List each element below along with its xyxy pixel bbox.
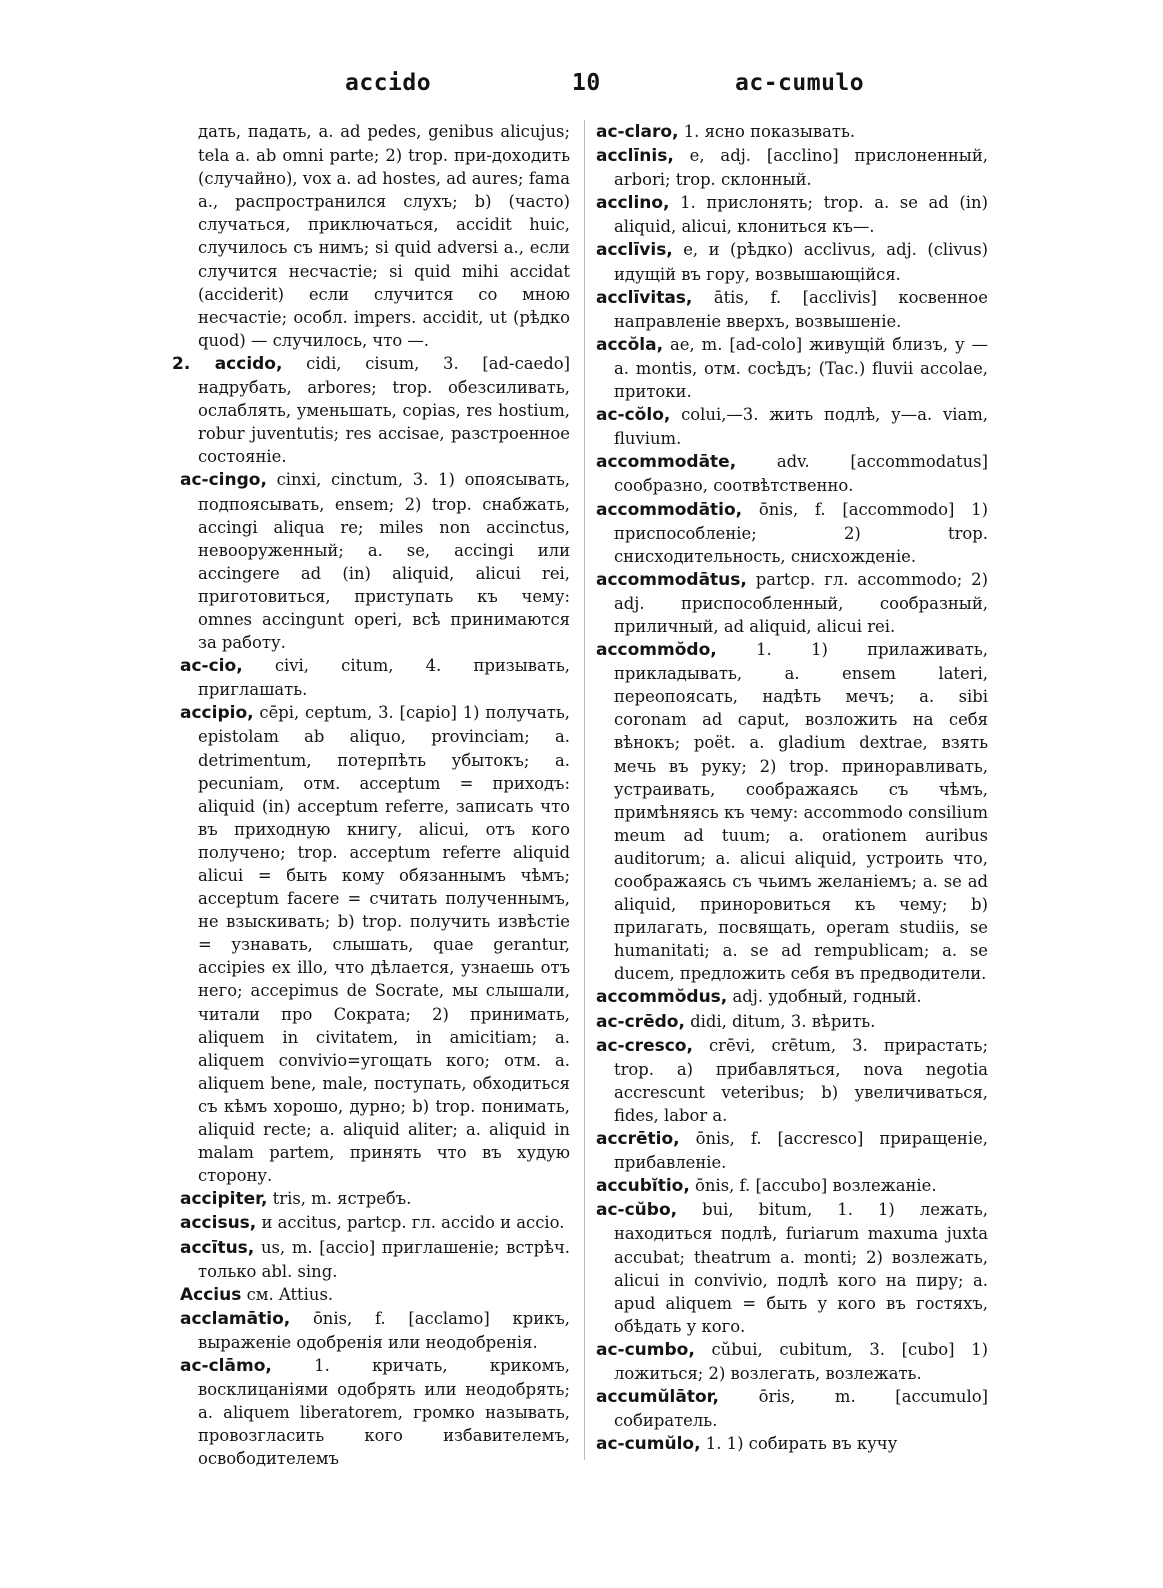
dictionary-entry	[596, 120, 988, 144]
entry-text: 1. 1) прилаживать, прикладывать, a. ensem lateri, переопоясать, надѣть мечъ; a. sibi coronam ad caput, возложить на себя вѣнокъ; poët. a. gladium dextrae, взять мечь въ руку; 2) trop. приноравливать, устраивать, соображаясь съ чѣмъ, примѣняясь къ чему: accommodo consilium meum ad tuum; a. orationem auribus auditorum; a. alicui aliquid, устроить что, соображаясь съ чьимъ желаніемъ; a. se ad aliquid, приноровиться къ чему; b) прилагать, посвящать, operam studiis, se humanitati; a. se ad rempublicam; a. se ducem, предложить себя въ предводители.	[614, 640, 988, 984]
entry-headword: ac-cresco,	[596, 1035, 693, 1056]
right-running-head: ac-cumulo	[735, 70, 865, 96]
dictionary-entry	[596, 191, 988, 238]
entry-headword: accumŭlātor,	[596, 1387, 719, 1408]
entry-text: cēpi, ceptum, 3. [capio] 1) получать, epistolam ab aliquo, provinciam; a. detrimentum, потерпѣть убытокъ; a. pecuniam, отм. acceptum = приходъ: aliquid (in) acceptum referre, записать что въ приходную книгу, alicui, отъ кого получено; trop. acceptum referre aliquid alicui = быть кому обязаннымъ чѣмъ; acceptum facere = считать полученнымъ, не взыскивать; b) trop. получить извѣстіе = узнавать, слышать, quae gerantur, accipies ex illo, что дѣлается, узнаешь отъ него; accepimus de Socrate, мы слышали, читали про Сократа; 2) принимать, aliquem in civitatem, in amicitiam; a. aliquem convivio=угощать кого; отм. a. aliquem bene, male, поступать, обходиться съ кѣмъ хорошо, дурно; b) trop. понимать, aliquid recte; a. aliquid aliter; a. aliquid in malam partem, принять что въ худую сторону.	[198, 703, 570, 1186]
dictionary-entry	[596, 1432, 988, 1456]
entry-headword: ac-crēdo,	[596, 1011, 685, 1032]
entry-text: 1. кричать, крикомъ, восклицаніями одобрять или неодобрять; a. aliquem liberatorem, громко называть, провозгласить кого избавителемъ, освободителемъ	[198, 1355, 570, 1469]
entry-headword: accipiter,	[180, 1189, 268, 1210]
dictionary-entry	[596, 1034, 988, 1127]
entry-headword: acclīnis,	[596, 146, 674, 167]
entry-headword: acclīvitas,	[596, 287, 693, 308]
entry-text: ae, m. [ad-colo] живущій близъ, у — a. montis, отм. сосѣдъ; (Tac.) fluvii accolae, притоки.	[614, 334, 988, 402]
entry-text: didi, ditum, 3. вѣрить.	[690, 1011, 876, 1031]
entry-headword: ac-claro,	[596, 122, 679, 142]
entry-text: см. Attius.	[246, 1284, 334, 1304]
entry-headword: acclino,	[596, 193, 670, 214]
dictionary-entry	[596, 238, 988, 285]
entry-text: cŭbui, cubitum, 3. [cubo] 1) ложиться; 2) возлегать, возлежать.	[614, 1339, 988, 1383]
entry-text: bui, bitum, 1. 1) лежать, находиться подлѣ, furiarum maxuma juxta accubat; theatrum a. monti; 2) возлежать, alicui in convivio, подлѣ кого на пиру; a. apud aliquem = быть у кого въ гостяхъ, обѣдать у кого.	[614, 1200, 988, 1336]
entry-text: crēvi, crētum, 3. прирастать; trop. a) прибавляться, nova negotia accrescunt veteribus; b) увеличиваться, fides, labor a.	[614, 1035, 988, 1125]
dictionary-entry	[180, 1283, 570, 1307]
entry-text: 1. 1) собирать въ кучу	[705, 1434, 898, 1454]
dictionary-entry	[180, 120, 570, 352]
entry-headword: accrētio,	[596, 1129, 680, 1150]
entry-headword: ac-cumŭlo,	[596, 1434, 701, 1455]
left-column	[172, 120, 570, 1470]
left-running-head: accido	[345, 70, 432, 96]
dictionary-entry	[596, 1127, 988, 1174]
entry-headword: accommodātus,	[596, 569, 747, 590]
dictionary-entry	[596, 333, 988, 403]
entry-text: e, adj. [acclino] прислоненный, arbori; trop. склонный.	[614, 146, 988, 190]
right-column	[596, 120, 988, 1456]
dictionary-entry	[180, 654, 570, 701]
entry-text: ōnis, f. [accubo] возлежаніе.	[695, 1176, 937, 1196]
dictionary-entry	[180, 1187, 570, 1211]
entry-headword: accītus,	[180, 1237, 255, 1258]
dictionary-entry	[596, 450, 988, 497]
dictionary-entry	[596, 403, 988, 450]
entry-text: ōris, m. [accumulo] собиратель.	[614, 1387, 988, 1431]
entry-text: adv. [accommodatus] сообразно, соотвѣтственно.	[614, 452, 988, 496]
entry-headword: 2. accido,	[172, 353, 283, 374]
entry-text: ātis, f. [acclivis] косвенное направленіе вверхъ, возвышеніе.	[614, 287, 988, 331]
entry-headword: ac-cŏlo,	[596, 405, 671, 426]
entry-headword: accommodāte,	[596, 452, 737, 473]
entry-headword: accisus,	[180, 1213, 257, 1234]
entry-text: и accitus, partcp. гл. accido и accio.	[261, 1213, 565, 1233]
dictionary-entry	[180, 1211, 570, 1235]
page-number: 10	[572, 70, 601, 96]
entry-text: ōnis, f. [acclamo] крикъ, выраженіе одобренія или неодобренія.	[198, 1308, 570, 1352]
entry-text: e, и (рѣдко) acclivus, adj. (clivus) идущій въ гору, возвышающійся.	[614, 240, 989, 284]
dictionary-entry	[596, 1385, 988, 1432]
entry-text: ōnis, f. [accommodo] 1) приспособленіе; 2) trop. снисходительность, снисхожденіе.	[614, 499, 988, 566]
page-header	[0, 70, 1163, 110]
entry-text: civi, citum, 4. призывать, приглашать.	[198, 656, 570, 700]
entry-text: colui,—3. жить подлѣ, у—a. viam, fluvium.	[614, 405, 988, 449]
entry-headword: Accius	[180, 1284, 242, 1305]
entry-text: дать, падать, a. ad pedes, genibus alicujus; tela a. ab omni parte; 2) trop. при-доходить (случайно), vox a. ad hostes, ad aures; fama a., распространился слухъ; b) (часто) случаться, приключаться, accidit huic, случилось съ нимъ; si quid adversi a., если случится несчастіе; si quid mihi accidat (acciderit) если случится со мною несчастіе; особл. impers. accidit, ut (рѣдко quod) — случилось, что —.	[198, 122, 570, 350]
dictionary-entry	[180, 1354, 570, 1470]
entry-headword: ac-cio,	[180, 656, 243, 677]
dictionary-entry	[596, 1198, 988, 1338]
dictionary-entry	[596, 568, 988, 638]
entry-text: tris, m. ястребъ.	[272, 1189, 412, 1209]
column-divider	[584, 120, 585, 1460]
entry-headword: accipio,	[180, 703, 254, 724]
entry-headword: accommodātio,	[596, 499, 743, 520]
entry-text: adj. удобный, годный.	[732, 987, 922, 1007]
entry-text: us, m. [accio] приглашеніе; встрѣч. только abl. sing.	[198, 1237, 570, 1281]
entry-text: partcp. гл. accommodo; 2) adj. приспособленный, сообразный, приличный, ad aliquid, alicui rei.	[614, 569, 988, 636]
entry-headword: accubĭtio,	[596, 1176, 690, 1197]
dictionary-entry	[172, 352, 570, 468]
entry-text: cinxi, cinctum, 3. 1) опоясывать, подпоясывать, ensem; 2) trop. снабжать, accingi aliqua re; miles non accinctus, невооруженный; a. se, accingi или accingere ad (in) aliquid, alicui rei, приготовиться, приступать къ чему: omnes accingunt operi, всѣ принимаются за работу.	[198, 470, 570, 653]
entry-text: ōnis, f. [accresco] приращеніе, прибавленіе.	[614, 1129, 988, 1173]
dictionary-entry	[180, 468, 570, 654]
dictionary-entry	[596, 1010, 988, 1034]
entry-headword: accommŏdo,	[596, 640, 717, 661]
dictionary-entry	[180, 1236, 570, 1283]
entry-headword: acclamātio,	[180, 1308, 291, 1329]
entry-text: cidi, cisum, 3. [ad-caedo] надрубать, arbores; trop. обезсиливать, ослаблять, уменьшать, copias, res hostium, robur juventutis; res accisae, разстроенное состояніе.	[198, 353, 570, 467]
entry-headword: acclīvis,	[596, 240, 673, 261]
dictionary-entry	[180, 701, 570, 1187]
entry-text: 1. ясно показывать.	[683, 122, 856, 141]
entry-text: 1. прислонять; trop. a. se ad (in) aliquid, alicui, клониться къ—.	[614, 193, 988, 237]
entry-headword: accommŏdus,	[596, 987, 728, 1008]
dictionary-entry	[596, 498, 988, 568]
entry-headword: ac-cingo,	[180, 470, 267, 491]
entry-headword: ac-cumbo,	[596, 1339, 695, 1360]
dictionary-entry	[180, 1307, 570, 1354]
entry-headword: ac-clāmo,	[180, 1355, 272, 1376]
dictionary-entry	[596, 638, 988, 985]
dictionary-entry	[596, 1338, 988, 1385]
dictionary-entry	[596, 144, 988, 191]
dictionary-entry	[596, 286, 988, 333]
entry-headword: ac-cŭbo,	[596, 1200, 678, 1221]
entry-headword: accŏla,	[596, 334, 664, 355]
dictionary-entry	[596, 985, 988, 1009]
dictionary-entry	[596, 1174, 988, 1198]
